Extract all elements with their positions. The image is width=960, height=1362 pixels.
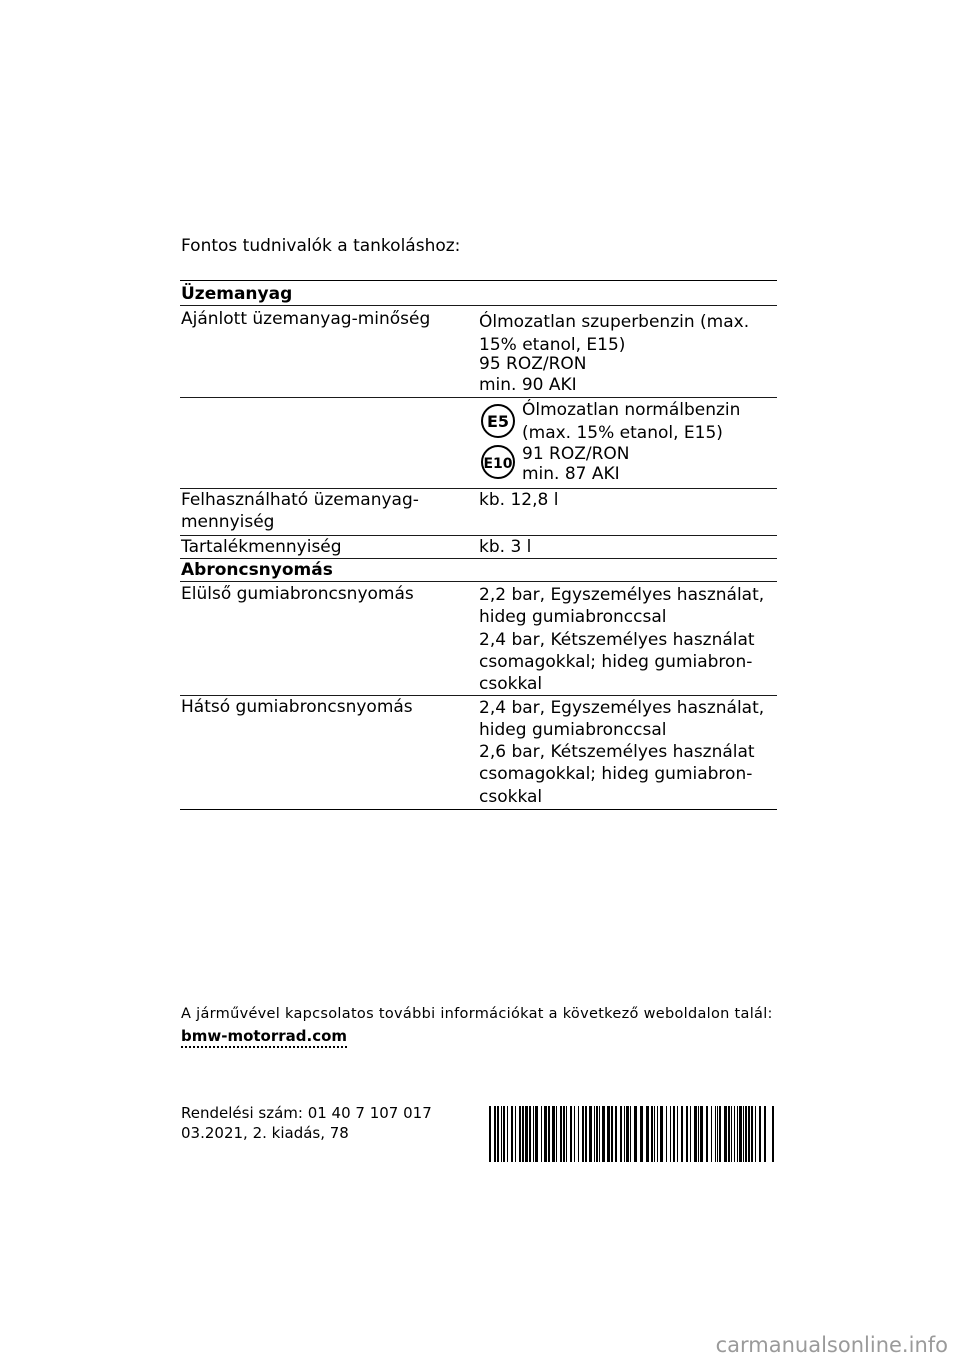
rear-tire-line-1: 2,4 bar, Egyszemélyes használat,	[479, 698, 765, 718]
alt-fuel-line-3: 91 ROZ/RON	[522, 444, 630, 464]
fuel-quality-line-3: 95 ROZ/RON	[479, 354, 587, 374]
fuel-quality-label: Ajánlott üzemanyag-minőség	[181, 309, 431, 329]
e5-fuel-icon	[478, 404, 518, 438]
section-heading-fuel: Üzemanyag	[181, 284, 293, 304]
rear-tire-line-5: csokkal	[479, 787, 543, 807]
table-rule-top	[180, 280, 777, 281]
order-info	[181, 1103, 432, 1143]
reserve-value: kb. 3 l	[479, 537, 532, 557]
e10-fuel-icon	[478, 445, 518, 479]
website-link[interactable]: bmw-motorrad.com	[181, 1027, 347, 1048]
rear-tire-line-2: hideg gumiabronccsal	[479, 720, 667, 740]
section-heading-tire: Abroncsnyomás	[181, 560, 333, 580]
fuel-quality-line-2: 15% etanol, E15)	[479, 335, 626, 355]
alt-fuel-line-2: (max. 15% etanol, E15)	[522, 423, 723, 443]
alt-fuel-line-4: min. 87 AKI	[522, 464, 620, 484]
table-rule	[180, 397, 777, 398]
usable-fuel-value: kb. 12,8 l	[479, 490, 559, 510]
front-tire-line-5: csokkal	[479, 674, 543, 694]
watermark-text: carmanualsonline.info	[715, 1333, 948, 1357]
reserve-label: Tartalékmennyiség	[181, 537, 342, 557]
usable-fuel-label-line-2: mennyiség	[181, 512, 275, 532]
alt-fuel-line-1: Ólmozatlan normálbenzin	[522, 400, 741, 420]
front-tire-label: Elülső gumiabroncsnyomás	[181, 584, 414, 604]
table-rule-bottom	[180, 809, 777, 810]
edition-info: 03.2021, 2. kiadás, 78	[181, 1124, 349, 1142]
usable-fuel-label-line-1: Felhasználható üzemanyag-	[181, 490, 419, 510]
rear-tire-label: Hátsó gumiabroncsnyomás	[181, 697, 413, 717]
table-rule	[180, 581, 777, 582]
e10-icon-label: E10	[483, 456, 513, 472]
order-number: Rendelési szám: 01 40 7 107 017	[181, 1104, 432, 1122]
front-tire-line-4: csomagokkal; hideg gumiabron-	[479, 652, 753, 672]
fuel-quality-line-1: Ólmozatlan szuperbenzin (max.	[479, 312, 750, 332]
fuel-quality-line-4: min. 90 AKI	[479, 375, 577, 395]
front-tire-line-1: 2,2 bar, Egyszemélyes használat,	[479, 585, 765, 605]
intro-heading: Fontos tudnivalók a tankoláshoz:	[181, 236, 461, 256]
barcode-image	[487, 1106, 777, 1162]
e5-icon-label: E5	[486, 412, 510, 431]
table-rule	[180, 305, 777, 306]
rear-tire-line-3: 2,6 bar, Kétszemélyes használat	[479, 742, 755, 762]
footer-info-text: A járművével kapcsolatos további információkat a következő weboldalon talál:	[181, 1006, 773, 1022]
front-tire-line-3: 2,4 bar, Kétszemélyes használat	[479, 630, 755, 650]
rear-tire-line-4: csomagokkal; hideg gumiabron-	[479, 764, 753, 784]
front-tire-line-2: hideg gumiabronccsal	[479, 607, 667, 627]
